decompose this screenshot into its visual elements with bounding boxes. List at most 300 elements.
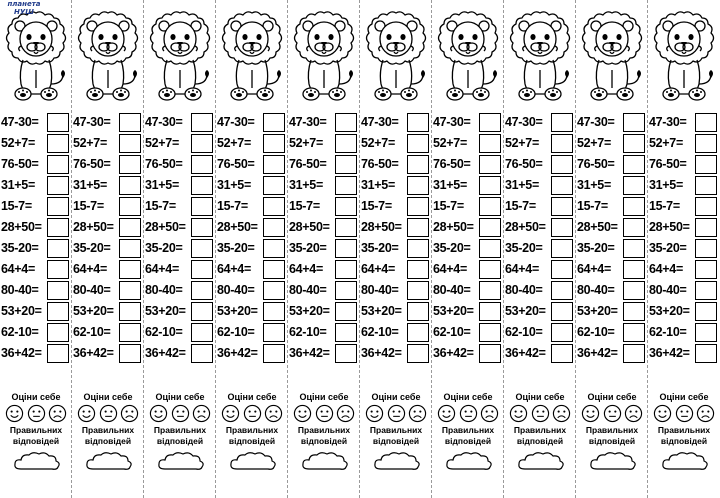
answer-box[interactable]: [551, 344, 573, 363]
answer-box[interactable]: [623, 134, 645, 153]
problem-expression: 76-50: [649, 157, 680, 171]
equals-sign: =: [466, 304, 474, 318]
equals-sign: =: [106, 346, 114, 360]
answer-box[interactable]: [623, 239, 645, 258]
happy-face-icon[interactable]: [653, 404, 672, 423]
happy-face-icon[interactable]: [365, 404, 384, 423]
answer-box[interactable]: [407, 302, 429, 321]
answer-box[interactable]: [119, 113, 141, 132]
problem-expression: 35-20: [73, 241, 104, 255]
problem-expression: 52+7: [649, 136, 676, 150]
self-assessment-faces: [5, 404, 67, 423]
cloud-icon[interactable]: [300, 450, 350, 472]
problem-text: [505, 199, 536, 213]
problem-text: [433, 220, 474, 234]
problem-text: [1, 220, 42, 234]
self-assessment-title: Оціни себе: [515, 392, 565, 402]
answer-box[interactable]: [479, 155, 501, 174]
happy-face-icon[interactable]: [149, 404, 168, 423]
happy-face-icon[interactable]: [293, 404, 312, 423]
problem-text: [145, 262, 179, 276]
cloud-icon[interactable]: [372, 450, 422, 472]
problem-text: [361, 199, 392, 213]
problem-row: [504, 323, 576, 344]
problem-expression: 36+42: [577, 346, 611, 360]
problem-row: [0, 239, 72, 260]
answer-box[interactable]: [47, 323, 69, 342]
sad-face-icon[interactable]: [696, 404, 715, 423]
problem-text: [289, 262, 323, 276]
problem-text: [361, 325, 398, 339]
answer-box[interactable]: [551, 113, 573, 132]
equals-sign: =: [250, 220, 258, 234]
answer-box[interactable]: [335, 218, 357, 237]
problem-text: [145, 241, 182, 255]
problem-text: [73, 136, 107, 150]
answer-box[interactable]: [479, 281, 501, 300]
problem-expression: 52+7: [1, 136, 28, 150]
problem-expression: 28+50: [289, 220, 323, 234]
cloud-icon[interactable]: [660, 450, 710, 472]
equals-sign: =: [103, 157, 111, 171]
correct-answers-line-1: Правильних: [369, 425, 423, 435]
problem-expression: 52+7: [433, 136, 460, 150]
sad-face-icon[interactable]: [192, 404, 211, 423]
sad-face-icon[interactable]: [120, 404, 139, 423]
sad-face-icon[interactable]: [408, 404, 427, 423]
problem-expression: 36+42: [217, 346, 251, 360]
problem-row: [0, 302, 72, 323]
problem-row: [504, 134, 576, 155]
equals-sign: =: [682, 304, 690, 318]
answer-box[interactable]: [119, 134, 141, 153]
equals-sign: =: [319, 283, 327, 297]
answer-box[interactable]: [263, 197, 285, 216]
bookmark-strip-5: [288, 0, 360, 498]
neutral-face-icon[interactable]: [27, 404, 46, 423]
logo-line-2: НУШ: [14, 8, 34, 16]
answer-box[interactable]: [191, 113, 213, 132]
answer-box[interactable]: [335, 176, 357, 195]
answer-box[interactable]: [335, 344, 357, 363]
problem-text: [145, 178, 179, 192]
answer-box[interactable]: [695, 197, 717, 216]
sad-face-icon[interactable]: [624, 404, 643, 423]
answer-box[interactable]: [263, 323, 285, 342]
problem-expression: 31+5: [433, 178, 460, 192]
bookmark-strip-1: [0, 0, 72, 498]
answer-box[interactable]: [623, 344, 645, 363]
problem-expression: 35-20: [649, 241, 680, 255]
answer-box[interactable]: [551, 239, 573, 258]
answer-box[interactable]: [695, 155, 717, 174]
equals-sign: =: [247, 325, 255, 339]
answer-box[interactable]: [695, 176, 717, 195]
answer-box[interactable]: [623, 302, 645, 321]
happy-face-icon[interactable]: [77, 404, 96, 423]
answer-box[interactable]: [47, 281, 69, 300]
problem-text: [433, 304, 474, 318]
problem-text: [505, 262, 539, 276]
problem-expression: 35-20: [145, 241, 176, 255]
answer-box[interactable]: [335, 155, 357, 174]
problem-row: [576, 260, 648, 281]
answer-box[interactable]: [551, 302, 573, 321]
problem-row: [216, 134, 288, 155]
equals-sign: =: [247, 283, 255, 297]
equals-sign: =: [34, 346, 42, 360]
equals-sign: =: [322, 220, 330, 234]
answer-box[interactable]: [119, 344, 141, 363]
problem-expression: 35-20: [1, 241, 32, 255]
cloud-icon[interactable]: [228, 450, 278, 472]
problem-text: [433, 115, 470, 129]
answer-box[interactable]: [191, 344, 213, 363]
answer-box[interactable]: [191, 302, 213, 321]
answer-box[interactable]: [551, 323, 573, 342]
problem-row: [432, 260, 504, 281]
answer-box[interactable]: [407, 218, 429, 237]
answer-box[interactable]: [191, 218, 213, 237]
answer-box[interactable]: [695, 344, 717, 363]
equals-sign: =: [679, 325, 687, 339]
answer-box[interactable]: [119, 155, 141, 174]
problem-row: [0, 281, 72, 302]
problem-row: [288, 344, 360, 365]
equals-sign: =: [178, 304, 186, 318]
answer-box[interactable]: [335, 302, 357, 321]
cloud-icon[interactable]: [156, 450, 206, 472]
cloud-icon[interactable]: [444, 450, 494, 472]
answer-box[interactable]: [407, 197, 429, 216]
answer-box[interactable]: [119, 218, 141, 237]
problem-expression: 28+50: [1, 220, 35, 234]
answer-box[interactable]: [623, 155, 645, 174]
sad-face-icon[interactable]: [48, 404, 67, 423]
neutral-face-icon[interactable]: [315, 404, 334, 423]
answer-box[interactable]: [47, 260, 69, 279]
problem-expression: 64+4: [649, 262, 676, 276]
problem-expression: 64+4: [505, 262, 532, 276]
answer-box[interactable]: [551, 218, 573, 237]
problem-expression: 52+7: [73, 136, 100, 150]
problem-expression: 62-10: [649, 325, 680, 339]
answer-box[interactable]: [407, 323, 429, 342]
problem-row: [576, 239, 648, 260]
problem-text: [361, 115, 398, 129]
answer-box[interactable]: [407, 260, 429, 279]
answer-box[interactable]: [479, 323, 501, 342]
answer-box[interactable]: [119, 302, 141, 321]
sad-face-icon[interactable]: [336, 404, 355, 423]
answer-box[interactable]: [623, 260, 645, 279]
problem-row: [432, 218, 504, 239]
neutral-face-icon[interactable]: [459, 404, 478, 423]
problem-row: [648, 113, 720, 134]
neutral-face-icon[interactable]: [387, 404, 406, 423]
equals-sign: =: [531, 262, 539, 276]
answer-box[interactable]: [119, 197, 141, 216]
answer-box[interactable]: [623, 197, 645, 216]
problem-text: [505, 325, 542, 339]
problem-text: [649, 346, 690, 360]
problem-text: [145, 115, 182, 129]
happy-face-icon[interactable]: [221, 404, 240, 423]
answer-box[interactable]: [695, 323, 717, 342]
problem-text: [217, 136, 251, 150]
problem-text: [505, 157, 542, 171]
neutral-face-icon[interactable]: [171, 404, 190, 423]
answer-box[interactable]: [47, 113, 69, 132]
problem-expression: 47-30: [145, 115, 176, 129]
equals-sign: =: [34, 304, 42, 318]
equals-sign: =: [535, 283, 543, 297]
problem-text: [577, 325, 614, 339]
correct-answers-line-2: відповідей: [372, 436, 420, 446]
answer-box[interactable]: [191, 323, 213, 342]
answer-box[interactable]: [263, 302, 285, 321]
problem-text: [73, 220, 114, 234]
cloud-icon[interactable]: [12, 450, 62, 472]
problem-expression: 80-40: [217, 283, 248, 297]
answer-box[interactable]: [551, 176, 573, 195]
problem-expression: 28+50: [505, 220, 539, 234]
correct-answers-line-1: Правильних: [585, 425, 639, 435]
answer-box[interactable]: [479, 239, 501, 258]
answer-box[interactable]: [191, 134, 213, 153]
equals-sign: =: [175, 241, 183, 255]
answer-box[interactable]: [695, 113, 717, 132]
problem-row: [0, 113, 72, 134]
answer-box[interactable]: [407, 281, 429, 300]
answer-box[interactable]: [335, 281, 357, 300]
problem-text: [73, 199, 104, 213]
answer-box[interactable]: [47, 197, 69, 216]
problem-text: [73, 262, 107, 276]
problem-row: [576, 344, 648, 365]
problem-row: [432, 197, 504, 218]
happy-face-icon[interactable]: [437, 404, 456, 423]
problem-text: [145, 220, 186, 234]
answer-box[interactable]: [623, 281, 645, 300]
answer-box[interactable]: [263, 239, 285, 258]
equals-sign: =: [607, 157, 615, 171]
equals-sign: =: [312, 199, 320, 213]
equals-sign: =: [171, 262, 179, 276]
equals-sign: =: [240, 199, 248, 213]
correct-answers-line-2: відповідей: [228, 436, 276, 446]
problem-text: [361, 241, 398, 255]
problem-expression: 64+4: [1, 262, 28, 276]
answer-box[interactable]: [335, 239, 357, 258]
answer-box[interactable]: [551, 260, 573, 279]
answer-box[interactable]: [119, 176, 141, 195]
answer-box[interactable]: [479, 176, 501, 195]
correct-answers-line-1: Правильних: [9, 425, 63, 435]
equals-sign: =: [600, 199, 608, 213]
neutral-face-icon[interactable]: [531, 404, 550, 423]
happy-face-icon[interactable]: [581, 404, 600, 423]
answer-box[interactable]: [479, 260, 501, 279]
answer-box[interactable]: [479, 197, 501, 216]
problem-expression: 36+42: [73, 346, 107, 360]
answer-box[interactable]: [335, 323, 357, 342]
equals-sign: =: [391, 325, 399, 339]
answer-box[interactable]: [623, 323, 645, 342]
problem-row: [72, 155, 144, 176]
answer-box[interactable]: [191, 260, 213, 279]
answer-box[interactable]: [335, 197, 357, 216]
sad-face-icon[interactable]: [480, 404, 499, 423]
answer-box[interactable]: [695, 302, 717, 321]
answer-box[interactable]: [191, 239, 213, 258]
answer-box[interactable]: [263, 155, 285, 174]
answer-box[interactable]: [47, 302, 69, 321]
answer-box[interactable]: [551, 155, 573, 174]
correct-answers-label: [576, 425, 648, 447]
answer-box[interactable]: [695, 134, 717, 153]
answer-box[interactable]: [479, 302, 501, 321]
problem-list: [432, 113, 504, 365]
answer-box[interactable]: [263, 176, 285, 195]
problem-row: [72, 281, 144, 302]
answer-box[interactable]: [263, 260, 285, 279]
problem-text: [1, 346, 42, 360]
answer-box[interactable]: [479, 344, 501, 363]
self-assessment-title: Оціни себе: [227, 392, 277, 402]
cloud-icon[interactable]: [588, 450, 638, 472]
answer-box[interactable]: [335, 134, 357, 153]
problem-row: [504, 155, 576, 176]
equals-sign: =: [603, 136, 611, 150]
answer-box[interactable]: [479, 218, 501, 237]
answer-box[interactable]: [47, 176, 69, 195]
problem-row: [432, 344, 504, 365]
equals-sign: =: [463, 283, 471, 297]
equals-sign: =: [178, 346, 186, 360]
answer-box[interactable]: [407, 134, 429, 153]
problem-list: [360, 113, 432, 365]
cloud-icon[interactable]: [516, 450, 566, 472]
problem-expression: 31+5: [577, 178, 604, 192]
sad-face-icon[interactable]: [552, 404, 571, 423]
equals-sign: =: [610, 220, 618, 234]
equals-sign: =: [243, 178, 251, 192]
answer-box[interactable]: [479, 134, 501, 153]
equals-sign: =: [675, 178, 683, 192]
equals-sign: =: [103, 241, 111, 255]
answer-box[interactable]: [695, 260, 717, 279]
answer-box[interactable]: [47, 344, 69, 363]
problem-row: [72, 218, 144, 239]
problem-expression: 80-40: [505, 283, 536, 297]
answer-box[interactable]: [47, 134, 69, 153]
answer-box[interactable]: [335, 113, 357, 132]
answer-box[interactable]: [47, 155, 69, 174]
answer-box[interactable]: [47, 239, 69, 258]
problem-expression: 15-7: [289, 199, 313, 213]
answer-box[interactable]: [119, 323, 141, 342]
answer-box[interactable]: [191, 281, 213, 300]
problem-expression: 64+4: [217, 262, 244, 276]
problem-row: [144, 281, 216, 302]
sad-face-icon[interactable]: [264, 404, 283, 423]
equals-sign: =: [243, 136, 251, 150]
answer-box[interactable]: [119, 281, 141, 300]
answer-box[interactable]: [407, 344, 429, 363]
equals-sign: =: [175, 283, 183, 297]
neutral-face-icon[interactable]: [675, 404, 694, 423]
answer-box[interactable]: [551, 197, 573, 216]
problem-row: [360, 218, 432, 239]
problem-row: [504, 218, 576, 239]
answer-box[interactable]: [551, 281, 573, 300]
answer-box[interactable]: [695, 218, 717, 237]
problem-expression: 28+50: [577, 220, 611, 234]
neutral-face-icon[interactable]: [603, 404, 622, 423]
equals-sign: =: [315, 136, 323, 150]
answer-box[interactable]: [119, 260, 141, 279]
answer-box[interactable]: [47, 218, 69, 237]
neutral-face-icon[interactable]: [99, 404, 118, 423]
answer-box[interactable]: [191, 176, 213, 195]
answer-box[interactable]: [407, 176, 429, 195]
problem-row: [504, 344, 576, 365]
answer-box[interactable]: [119, 239, 141, 258]
happy-face-icon[interactable]: [509, 404, 528, 423]
cloud-icon[interactable]: [84, 450, 134, 472]
problem-row: [288, 176, 360, 197]
problem-row: [288, 239, 360, 260]
answer-box[interactable]: [407, 239, 429, 258]
self-assessment-title: Оціни себе: [443, 392, 493, 402]
answer-box[interactable]: [335, 260, 357, 279]
problem-row: [288, 323, 360, 344]
answer-box[interactable]: [623, 176, 645, 195]
problem-row: [360, 260, 432, 281]
answer-box[interactable]: [695, 239, 717, 258]
problem-expression: 28+50: [433, 220, 467, 234]
answer-box[interactable]: [191, 197, 213, 216]
neutral-face-icon[interactable]: [243, 404, 262, 423]
problem-text: [649, 220, 690, 234]
problem-text: [433, 136, 467, 150]
answer-box[interactable]: [695, 281, 717, 300]
problem-text: [289, 199, 320, 213]
problem-text: [577, 136, 611, 150]
answer-box[interactable]: [263, 113, 285, 132]
problem-row: [648, 239, 720, 260]
problem-expression: 76-50: [577, 157, 608, 171]
answer-box[interactable]: [551, 134, 573, 153]
answer-box[interactable]: [623, 218, 645, 237]
happy-face-icon[interactable]: [5, 404, 24, 423]
equals-sign: =: [96, 199, 104, 213]
answer-box[interactable]: [479, 113, 501, 132]
problem-expression: 31+5: [505, 178, 532, 192]
equals-sign: =: [538, 220, 546, 234]
answer-box[interactable]: [263, 218, 285, 237]
answer-box[interactable]: [263, 281, 285, 300]
answer-box[interactable]: [407, 155, 429, 174]
answer-box[interactable]: [191, 155, 213, 174]
answer-box[interactable]: [623, 113, 645, 132]
answer-box[interactable]: [263, 344, 285, 363]
equals-sign: =: [459, 178, 467, 192]
answer-box[interactable]: [263, 134, 285, 153]
bookmark-strip-8: [504, 0, 576, 498]
answer-box[interactable]: [407, 113, 429, 132]
